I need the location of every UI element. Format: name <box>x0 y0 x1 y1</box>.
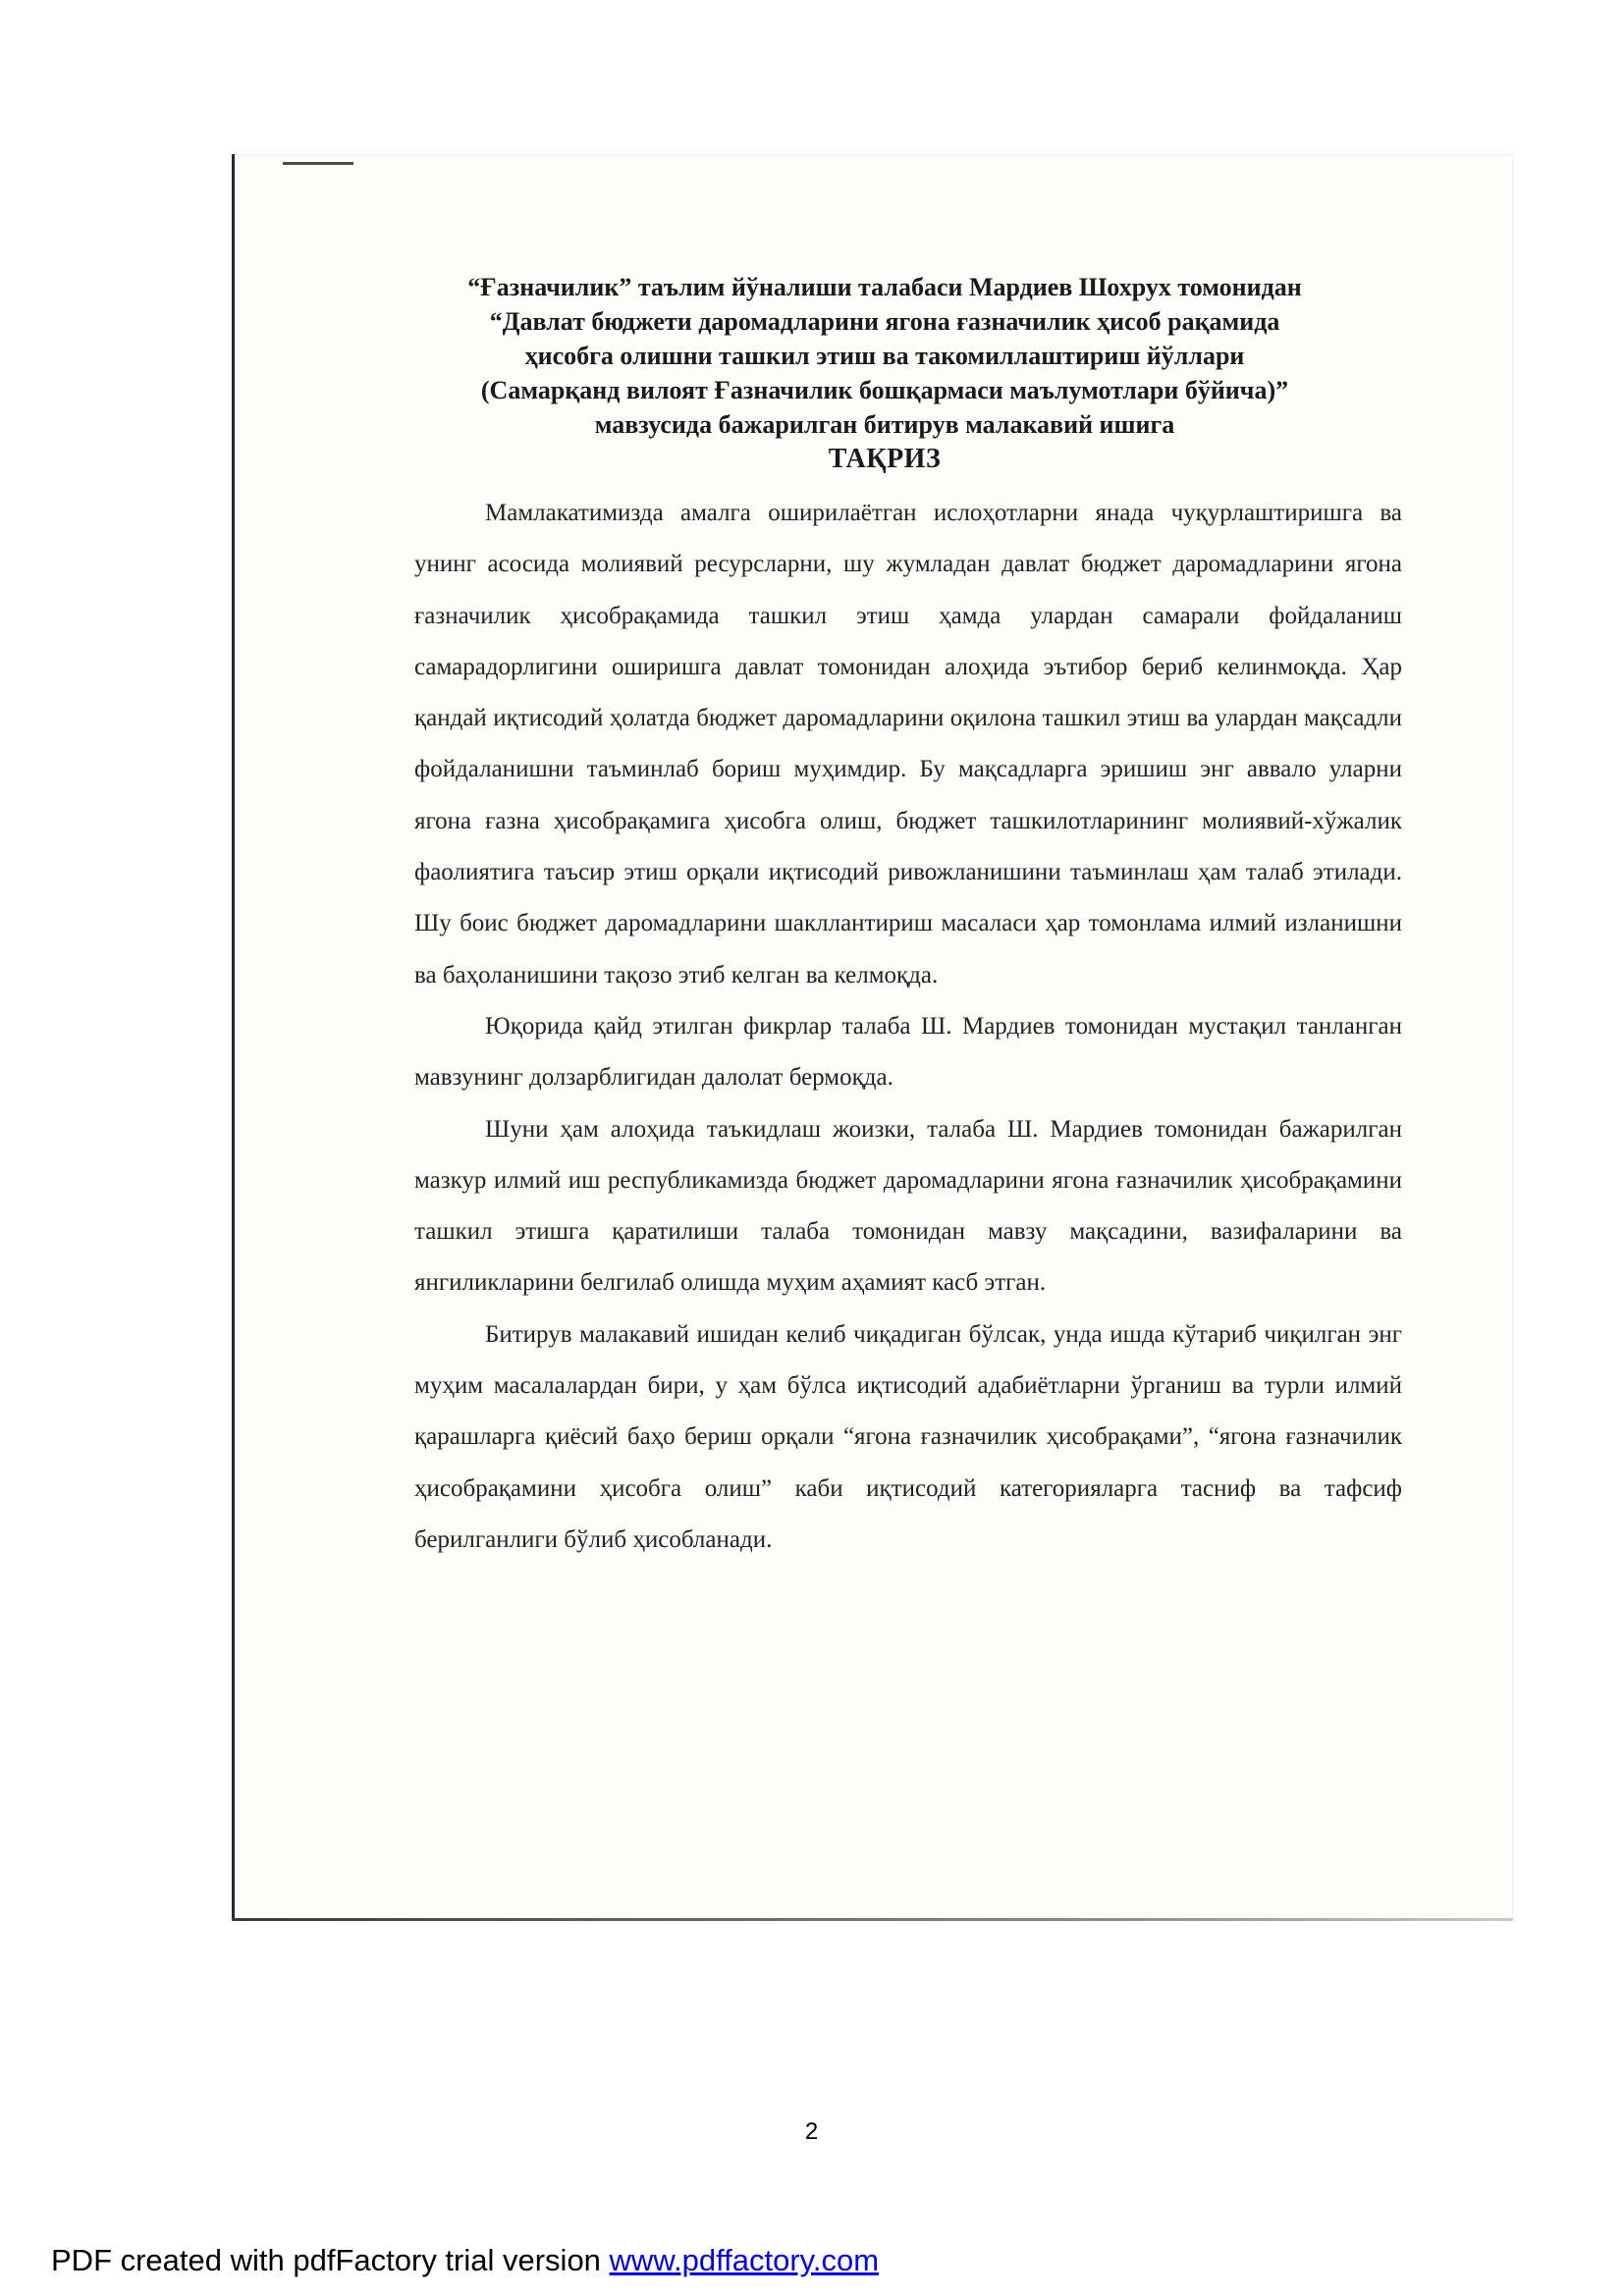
heading-line: “Ғазначилик” таълим йўналиши талабаси Мардиев Шохрух томонидан <box>467 273 1302 301</box>
scan-bottom-edge <box>232 1918 1513 1921</box>
heading-line: мавзусида бажарилган битирув малакавий ишига <box>594 410 1175 439</box>
heading-line: (Самарқанд вилоят Ғазначилик бошқармаси маълумотлари бўйича)” <box>480 376 1289 404</box>
paragraph: Шуни ҳам алоҳида таъкидлаш жоизки, талаба Ш. Мардиев томонидан бажарилган мазкур илмий иш республикамизда бюджет даромадларини ягона ғазначилик ҳисобрақамини ташкил этишга қаратилиши талаба томонидан мавзу мақсадини, вазифаларини ва янгиликларини белгилаб олишда муҳим аҳамият касб этган. <box>414 1115 1402 1297</box>
scan-mark <box>283 162 353 165</box>
scanned-page <box>232 154 1513 1921</box>
paragraph: Юқорида қайд этилган фикрлар талаба Ш. Мардиев томонидан мустақил танланган мавзунинг долзарблигидан далолат бермоқда. <box>414 1012 1402 1092</box>
pdffactory-link[interactable]: www.pdffactory.com <box>609 2243 880 2277</box>
review-body <box>414 488 1402 1566</box>
page-number: 2 <box>804 2118 819 2145</box>
paragraph: Мамлакатимизда амалга оширилаётган ислоҳотларни янада чуқурлаштиришга ва унинг асосида молиявий ресурсларни, шу жумладан давлат бюджет даромадларини ягона ғазначилик ҳисобрақамида ташкил этиш ҳамда улардан самарали фойдаланиш самарадорлигини оширишга давлат томонидан алоҳида эътибор бериб келинмоқда. Ҳар қандай иқтисодий ҳолатда бюджет даромадларини оқилона ташкил этиш ва улардан мақсадли фойдаланишни таъминлаб бориш муҳимдир. Бу мақсадларга эришиш энг аввало уларни ягона ғазна ҳисобрақамига ҳисобга олиш, бюджет ташкилотларининг молиявий-хўжалик фаолиятига таъсир этиш орқали иқтисодий ривожланишини таъминлаш ҳам талаб этилади. Шу боис бюджет даромадларини шакллантириш масаласи ҳар томонлама илмий изланишни ва баҳоланишини тақозо этиб келган ва келмоқда. <box>414 500 1402 988</box>
footer-text: PDF created with pdfFactory trial version <box>51 2243 610 2277</box>
scan-left-edge <box>232 154 235 1921</box>
heading-line: “Давлат бюджети даромадларини ягона ғазначилик ҳисоб рақамида <box>489 307 1280 336</box>
pdf-footer <box>51 2243 879 2278</box>
heading-line: ҳисобга олишни ташкил этиш ва такомиллаштириш йўллари <box>524 342 1245 370</box>
paragraph: Битирув малакавий ишидан келиб чиқадиган бўлсак, унда ишда кўтариб чиқилган энг муҳим масалалардан бири, у ҳам бўлса иқтисодий адабиётларни ўрганиш ва турли илмий қарашларга қиёсий баҳо бериш орқали “ягона ғазначилик ҳисобрақами”, “ягона ғазначилик ҳисобрақамини ҳисобга олиш” каби иқтисодий категорияларга тасниф ва тафсиф берилганлиги бўлиб ҳисобланади. <box>414 1320 1402 1553</box>
document-title: ТАҚРИЗ <box>828 444 942 474</box>
review-heading <box>389 270 1380 476</box>
